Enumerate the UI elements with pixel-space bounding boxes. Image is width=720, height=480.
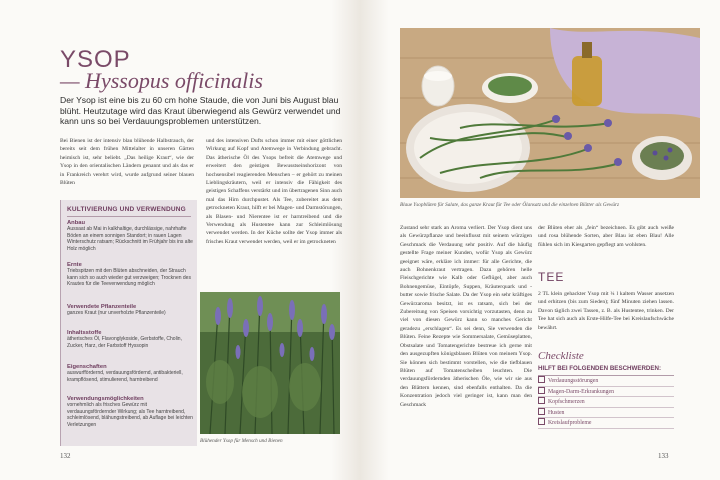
divider [67,216,191,217]
checklist-item[interactable] [538,418,674,429]
checklist-item[interactable] [538,387,674,398]
tee-text: 2 TL klein gehackter Ysop mit ¼ l kaltem Wasser ansetzen und erhitzen (bis zum Sieden); fünf Minuten ziehen lassen. Davon täglich zwei Tassen, z. B. als Hustentee, trinken. Der Tee hat sich auch als Erste-Hilfe-Tee bei Kreislaufschwäche bewährt. [538,291,674,331]
tee-heading: TEE [538,270,565,284]
cultivation-box [60,200,197,446]
box-entry [67,262,193,288]
box-entry [67,364,193,383]
intro-paragraph: Der Ysop ist eine bis zu 60 cm hohe Staude, die von Juni bis August blau blüht. Heutzutage wird das Kraut überwiegend als Gewürz verwendet und kann uns so bei Verdauungsproblemen unterstützen. [60,95,341,126]
box-entry [67,330,193,349]
herbs-still-life-photo [400,28,700,198]
box-entry [67,304,193,317]
checklist-item-label: Verdauungsstörungen [548,378,599,384]
box-entry-text: auswurffördernd, verdauungsfördernd, antibakteriell, krampflösend, stimulierend, harntreibend [67,370,183,383]
page-number: 132 [60,452,71,460]
box-entry-heading: Verwendete Pflanzenteile [67,304,137,310]
checklist-item[interactable] [538,397,674,408]
box-entry-heading: Verwendungsmöglichkeiten [67,396,144,402]
hyssop-garden-photo [200,292,340,434]
checklist-box [538,350,674,429]
box-entry-text: ätherisches Öl, Flavonglykoside, Gerbstoffe, Cholin, Zucker, Harz, der Farbstoff Hyssopin [67,336,182,349]
checklist-item-label: Kopfschmerzen [548,399,585,406]
page-subtitle: — Hyssopus officinalis [60,68,263,93]
box-entry [67,396,193,428]
box-entry-heading: Eigenschaften [67,364,107,370]
checkbox-icon[interactable] [538,387,545,394]
body-column-2: und des intensiven Dufts schon immer mit einer göttlichen Wirkung auf Kopf und Atemwege in Verbindung gebracht. Das ätherische Öl des Ysops befreit die Atemwege und erweitert den geistigen Bewusstseinshorizont von hochsensibel reagierenden Menschen – er gehört zu meinen Lieblingskräutern, weil er intensiv die Fähigkeit des geistigen Schaffens verstärkt und im übertragenen Sinn auch mal das Hirn durchpustet. Als Tee, zubereitet aus dem getrockneten Kraut, hilft er bei Magen- und Darmstörungen, als Blasen- und Nierentee ist er harntreibend und die Verwendung als Hustentee kann zur Schleimlösung verwendet werden. In der Küche sollte der Ysop immer als frisches Kraut verwendet werden, weil er im getrockneten [206,138,342,245]
body-column-2: der Blüten eher als „fein“ bezeichnen. Es gibt auch weiße und rosa blühende Sorten, aber Blau ist eben Blau! Alle fühlen sich im Kiesgarten gepflegt am wohlsten. [538,225,674,248]
hyssop-garden-illustration [200,292,340,434]
box-entry-heading: Inhaltsstoffe [67,330,102,336]
checkbox-icon[interactable] [538,376,545,383]
checklist-title: Checkliste [538,350,584,362]
checklist-item[interactable] [538,376,674,387]
right-page [360,0,720,480]
box-entry [67,220,193,252]
checklist-subtitle: HILFT BEI FOLGENDEN BESCHWERDEN: [538,365,662,372]
body-column-1: Zustand sehr stark an Aroma verliert. Der Ysop dient uns als Gewürzpflanze und beeinflusst mit seinem würzigen Geschmack die Verdauung sehr positiv. Auf die häufig gestellte Frage meiner Kunden, wofür Ysop als Gewürz geeignet wäre, erkläre ich immer: für alle Gerichte, die auch Bohnenkraut vertragen. Dazu gehören helle Fleischgerichte wie Kalb oder Geflügel, aber auch Bohnengemüse, Eintöpfe, Suppen, Kräuterquark und -butter sowie frische Salate. Da der Ysop ein sehr kräftiges Gewürzaroma besitzt, ist es ratsam, sich bei der Zubereitung von Speisen vorsichtig vorzutasten, denn zu viel von diesen Gewürz kann so manches Gericht geradezu „erschlagen“. Es sei denn, Sie verwenden die Blüten. Feine Rezepte wie Sommersalate, Gemüseplatten, Obstsalate und Tomatengerichte bestreue ich gerne mit den ausgezupften königsblauen Blüten von meinem Ysop. Sie können sich bestimmt vorstellen, wie die tiefblauen Blüten auf Tomatenscheiben leuchten. Die verdauungsfördernden ätherischen Öle, wie wir sie aus den Blättern kennen, sind ebenfalls enthalten. Da die Konzentration jedoch viel geringer ist, kann man den Geschmack [400,225,532,408]
box-entry-text: Aussaat ab Mai in kalkhaltige, durchlässige, nahrhafte Böden an einem sonnigen Standort; in rauen Lagen Winterschutz ratsam; Rückschnitt im Frühjahr bis ins alte Holz möglich [67,226,193,252]
checkbox-icon[interactable] [538,397,545,404]
body-column-1: Bei Bienen ist der intensiv blau blühende Halbstrauch, der bereits seit dem frühen Mittelalter in unseren Gärten heimisch ist, sehr beliebt. „Das heilige Kraut“, wie der Ysop in den orientalischen Ländern genannt und als das er in Frankreich verehrt wird, wurde aufgrund seiner blauen Blüten [60,138,194,187]
checklist-item-label: Kreislaufprobleme [548,420,592,427]
checkbox-icon[interactable] [538,408,545,415]
herbs-still-life-illustration [400,28,700,198]
checklist-item[interactable] [538,408,674,419]
cultivation-box-heading: KULTIVIERUNG UND VERWENDUNG [67,206,186,213]
box-entry-heading: Ernte [67,262,82,268]
photo-caption: Blaue Ysopblüten für Salate, das ganze Kraut für Tee oder Ölansatz und die einzelnen Blätter als Gewürz [400,202,619,208]
checkbox-icon[interactable] [538,418,545,425]
checklist-item-label: Magen-Darm-Erkrankungen [548,388,614,395]
box-entry-text: vornehmlich als frisches Gewürz mit verdauungsfördernder Wirkung; als Tee harntreibend, schleimlösend, blähungstreibend, ab Auflage bei leichten Verletzungen [67,402,193,428]
photo-caption: Blühender Ysop für Mensch und Bienen [200,438,283,444]
box-entry-text: Triebspitzen mit den Blüten abschneiden, der Strauch kann sich so auch wieder gut verzweigen; Trocknen des Krautes für die Teeverwendung möglich [67,268,191,288]
box-entry-text: ganzes Kraut (nur unverholzte Pflanzenteile) [67,310,166,316]
checklist-item-label: Husten [548,409,565,416]
page-title: YSOP [60,46,131,73]
box-entry-heading: Anbau [67,220,86,226]
page-number: 133 [658,452,669,460]
